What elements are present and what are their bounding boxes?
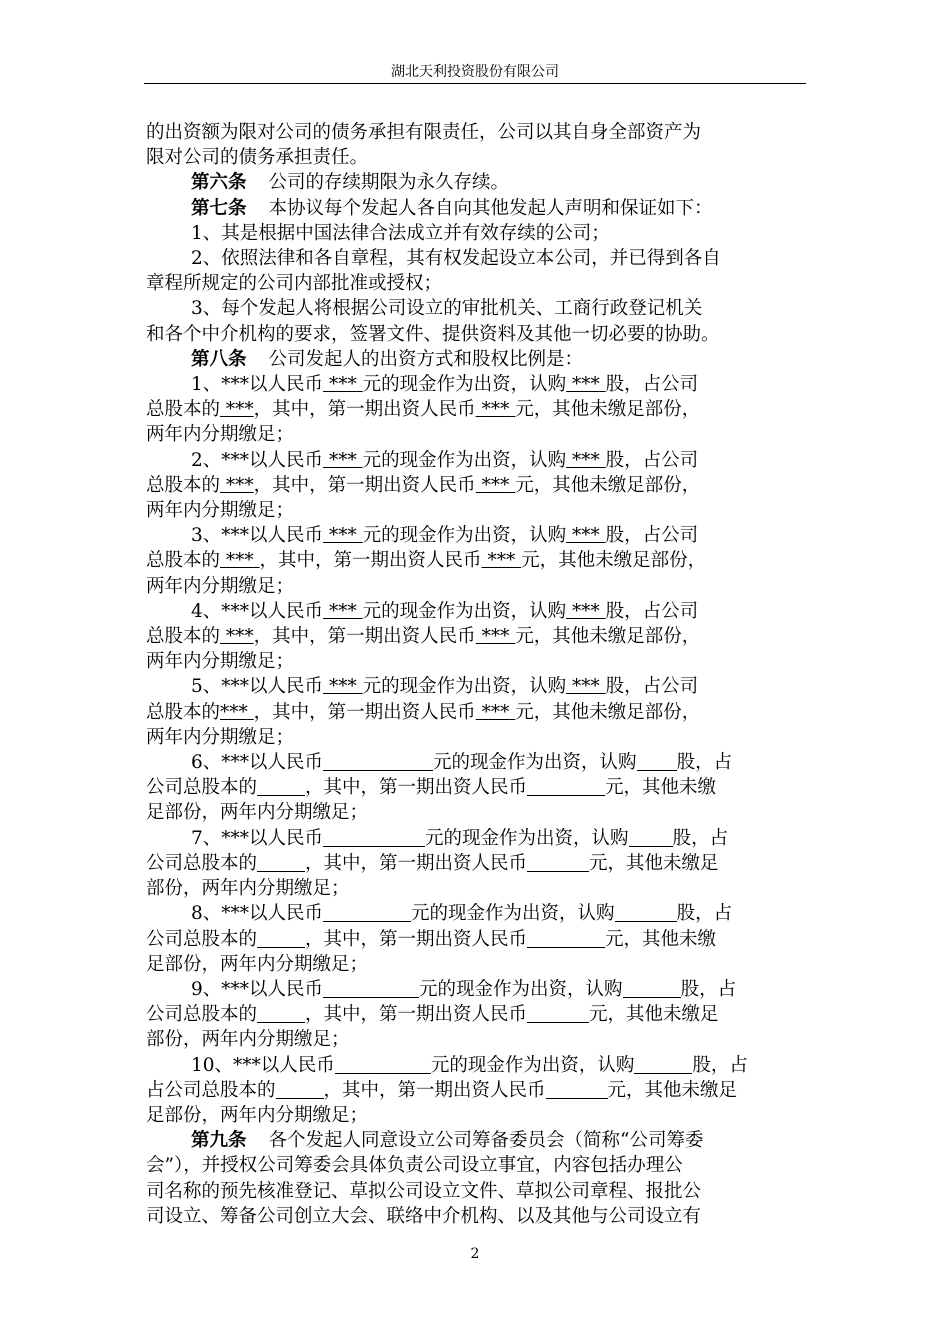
list-item: 2、***以人民币 *** 元的现金作为出资，认购 *** 股，占公司 (191, 449, 699, 471)
article-6: 第六条 公司的存续期限为永久存续。 (191, 172, 510, 194)
list-item: 3、***以人民币 *** 元的现金作为出资，认购 *** 股，占公司 (191, 525, 699, 547)
list-item-cont: 总股本的 ***，其中，第一期出资人民币 *** 元，其他未缴足部份， (146, 399, 701, 421)
list-item: 2、依照法律和各自章程，其有权发起设立本公司，并已得到各自 (191, 248, 721, 270)
article-label: 第九条 (191, 1130, 247, 1152)
paragraph: 会”），并授权公司筹委会具体负责公司设立事宜，内容包括办理公 (146, 1155, 683, 1177)
list-item-cont: 总股本的 ***，其中，第一期出资人民币 *** 元，其他未缴足部份， (146, 474, 701, 496)
article-label: 第八条 (191, 348, 247, 370)
article-9: 第九条 各个发起人同意设立公司筹备委员会（简称“公司筹委 (191, 1130, 704, 1152)
document-body (146, 120, 808, 1229)
list-item-cont: 两年内分期缴足； (146, 651, 295, 673)
list-item-cont: 占公司总股本的 ，其中，第一期出资人民币 元，其他未缴足 (146, 1079, 738, 1101)
list-item-cont: 两年内分期缴足； (146, 726, 295, 748)
list-item: 1、其是根据中国法律合法成立并有效存续的公司； (191, 222, 610, 244)
article-label: 第七条 (191, 197, 247, 219)
list-item: 8、***以人民币 元的现金作为出资，认购 股，占 (191, 903, 733, 925)
page-header: 湖北天利投资股份有限公司 (391, 64, 559, 80)
list-item-cont: 足部份，两年内分期缴足； (146, 1104, 369, 1126)
article-label: 第六条 (191, 172, 247, 194)
list-item-cont: 和各个中介机构的要求，签署文件、提供资料及其他一切必要的协助。 (146, 323, 720, 345)
list-item: 6、***以人民币 元的现金作为出资，认购 股，占 (191, 752, 733, 774)
list-item-cont: 总股本的*** ，其中，第一期出资人民币 *** 元，其他未缴足部份， (146, 701, 701, 723)
list-item-cont: 足部份，两年内分期缴足； (146, 802, 369, 824)
list-item-cont: 公司总股本的 ，其中，第一期出资人民币 元，其他未缴足 (146, 1004, 719, 1026)
list-item-cont: 公司总股本的 ，其中，第一期出资人民币 元，其他未缴 (146, 777, 717, 799)
list-item: 10、***以人民币 元的现金作为出资，认购 股，占 (191, 1054, 748, 1076)
paragraph: 司设立、筹备公司创立大会、联络中介机构、以及其他与公司设立有 (146, 1205, 702, 1227)
list-item: 3、每个发起人将根据公司设立的审批机关、工商行政登记机关 (191, 298, 703, 320)
list-item-cont: 两年内分期缴足； (146, 575, 295, 597)
list-item-cont: 总股本的 *** ，其中，第一期出资人民币 *** 元，其他未缴足部份， (146, 550, 707, 572)
list-item-cont: 公司总股本的 ，其中，第一期出资人民币 元，其他未缴 (146, 928, 717, 950)
paragraph: 限对公司的债务承担责任。 (146, 147, 369, 169)
list-item-cont: 章程所规定的公司内部批准或授权； (146, 273, 443, 295)
list-item: 1、***以人民币 *** 元的现金作为出资，认购 *** 股，占公司 (191, 374, 699, 396)
list-item-cont: 两年内分期缴足； (146, 500, 295, 522)
header-rule (144, 83, 806, 84)
list-item-cont: 足部份，两年内分期缴足； (146, 953, 369, 975)
list-item: 9、***以人民币 元的现金作为出资，认购 股，占 (191, 978, 737, 1000)
list-item: 4、***以人民币 *** 元的现金作为出资，认购 *** 股，占公司 (191, 600, 699, 622)
article-8: 第八条 公司发起人的出资方式和股权比例是： (191, 348, 584, 370)
list-item-cont: 两年内分期缴足； (146, 424, 295, 446)
list-item-cont: 部份，两年内分期缴足； (146, 1029, 350, 1051)
page-number: 2 (470, 1246, 480, 1262)
list-item: 7、***以人民币 元的现金作为出资，认购 股，占 (191, 827, 729, 849)
list-item-cont: 公司总股本的 ，其中，第一期出资人民币 元，其他未缴足 (146, 852, 719, 874)
list-item-cont: 部份，两年内分期缴足； (146, 878, 350, 900)
paragraph: 司名称的预先核准登记、草拟公司设立文件、草拟公司章程、报批公 (146, 1180, 702, 1202)
list-item-cont: 总股本的 ***，其中，第一期出资人民币 *** 元，其他未缴足部份， (146, 626, 701, 648)
article-7: 第七条 本协议每个发起人各自向其他发起人声明和保证如下： (191, 197, 713, 219)
paragraph: 的出资额为限对公司的债务承担有限责任，公司以其自身全部资产为 (146, 122, 702, 143)
list-item: 5、***以人民币 *** 元的现金作为出资，认购 *** 股，占公司 (191, 676, 699, 698)
